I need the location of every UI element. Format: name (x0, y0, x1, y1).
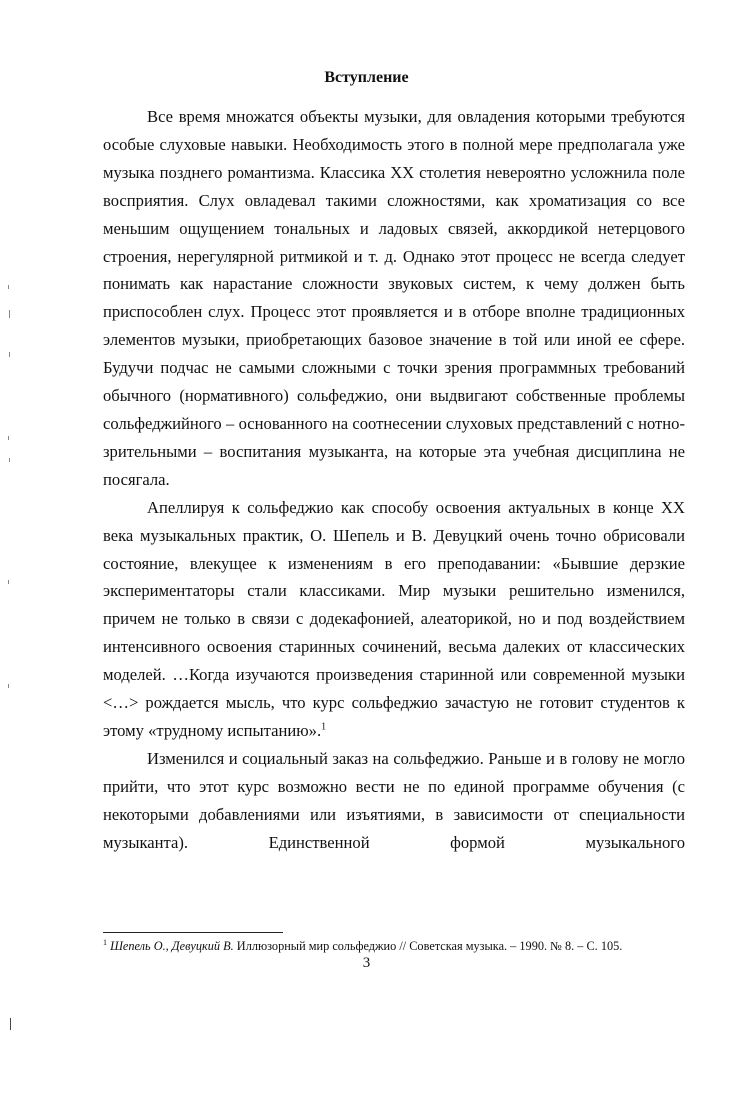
scan-artifact (8, 580, 9, 584)
paragraph-1-text: Все время множатся объекты музыки, для овладения которыми требуются особые слуховые навыки. Необходимость этого в полной мере предполагала уже музыка позднего романтизма. Классика XX столетия невероятно усложнила поле восприятия. Слух овладевал такими сложностями, как хроматизация со все меньшим ощущением тональных и ладовых связей, аккордикой нетерцового строения, нерегулярной ритмикой и т. д. Однако этот процесс не всегда следует понимать как нарастание сложности звуковых систем, к чему должен быть приспособлен слух. Процесс этот проявляется и в отборе вполне традиционных элементов музыки, приобретающих базовое значение в той или иной ее сфере. Будучи подчас не самыми сложными с точки зрения программных требований обычного (нормативного) сольфеджио, они выдвигают собственные проблемы сольфеджийного – основанного на соотнесении слуховых представлений с нотно-зрительными – воспитания музыканта, на которые эта учебная дисциплина не посягала. (103, 107, 685, 489)
scan-artifact (8, 285, 9, 289)
paragraph-3-text: Изменился и социальный заказ на сольфеджио. Раньше и в голову не могло прийти, что этот курс возможно вести не по единой программе обучения (с некоторыми добавлениями или изъятиями, в зависимости от специальности музыканта). Единственной формой музыкального (103, 748, 685, 852)
footnote-marker: 1 (103, 937, 107, 947)
scan-artifact (8, 436, 9, 440)
scan-artifact (8, 684, 9, 688)
scan-artifact (10, 1018, 11, 1030)
footnote-reference[interactable]: 1 (321, 721, 327, 733)
footnote-divider (103, 932, 283, 933)
scan-artifact (9, 310, 10, 318)
footnote (103, 938, 685, 954)
paragraph-2 (103, 494, 685, 745)
body-text (103, 103, 685, 856)
page-number: 3 (362, 955, 371, 971)
section-title: Вступление (324, 69, 409, 86)
footnote-authors: Шепель О., Девуцкий В. (110, 939, 234, 953)
scan-artifact (9, 352, 10, 357)
paragraph-2-text: Апеллируя к сольфеджио как способу освоения актуальных в конце XX века музыкальных практик, О. Шепель и В. Девуцкий очень точно обрисовали состояние, влекущее к изменениям в его преподавании: «Бывшие дерзкие экспериментаторы стали классиками. Мир музыки решительно изменился, причем не только в связи с додекафонией, алеаторикой, но и под воздействием интенсивного освоения старинных сочинений, весьма далеких от классических моделей. …Когда изучаются произведения старинной или современной музыки <…> рождается мысль, что курс сольфеджио зачастую не готовит студентов к этому «трудному испытанию». (103, 497, 685, 740)
footnote-citation: Иллюзорный мир сольфеджио // Советская музыка. – 1990. № 8. – С. 105. (233, 939, 623, 953)
scan-artifact (9, 458, 10, 462)
paragraph-1 (103, 103, 685, 494)
paragraph-3 (103, 745, 685, 857)
